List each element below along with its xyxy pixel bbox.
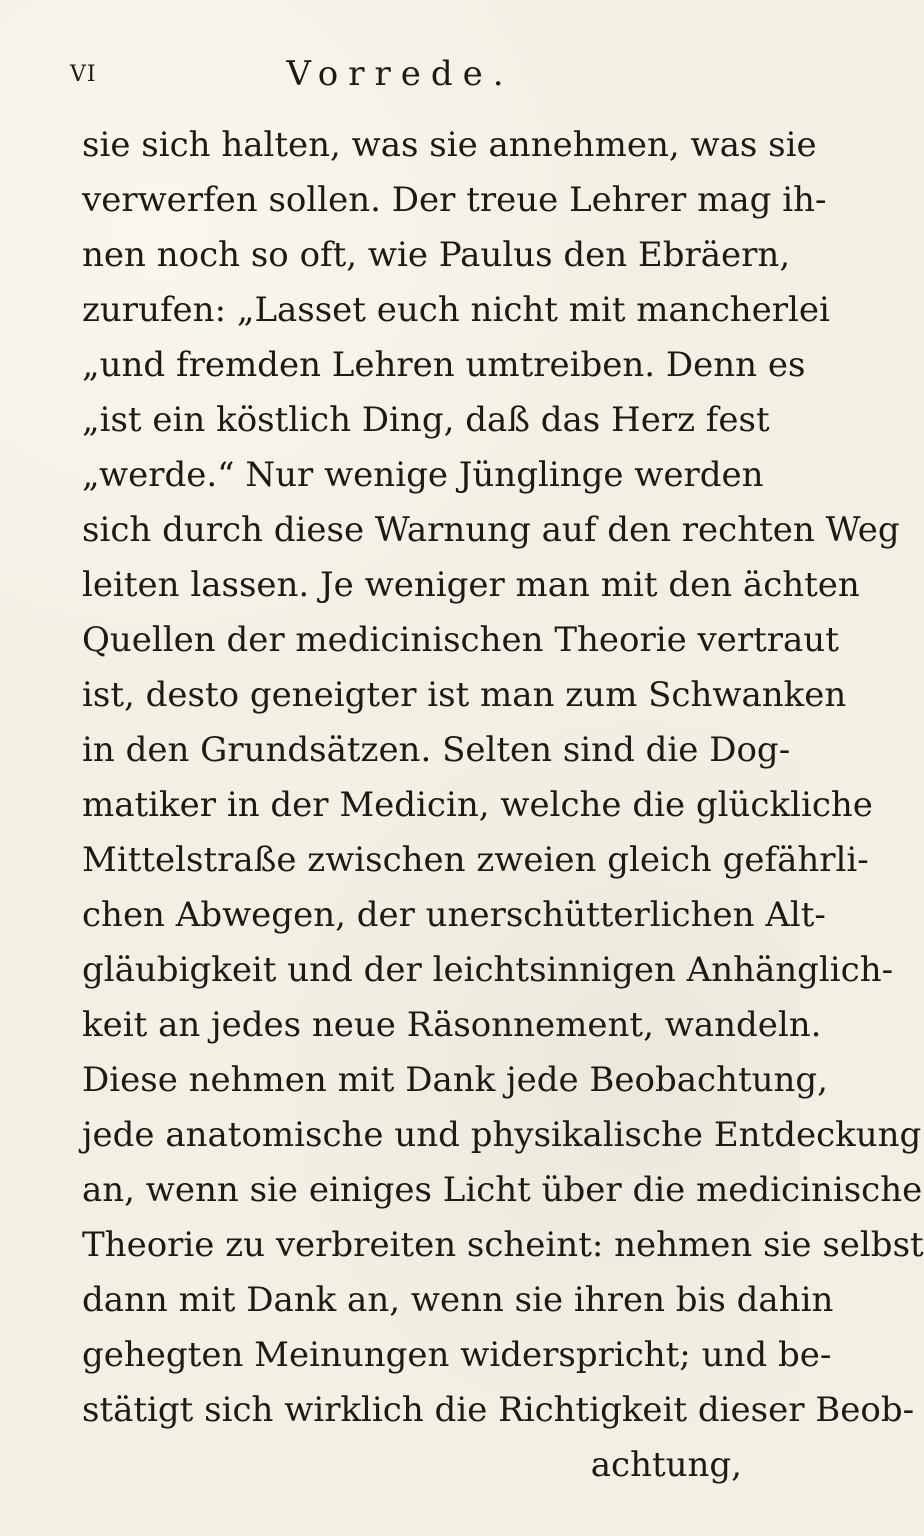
body-text	[82, 118, 924, 1493]
text-line: ist, desto geneigter ist man zum Schwanken	[82, 675, 847, 715]
text-line: nen noch so oft, wie Paulus den Ebräern,	[82, 235, 791, 275]
text-line: chen Abwegen, der unerschütterlichen Alt-	[82, 895, 826, 935]
page-number: VI	[70, 62, 97, 87]
text-line: „ist ein köstlich Ding, daß das Herz fest	[82, 400, 770, 440]
page-header	[70, 54, 730, 94]
text-line: leiten lassen. Je weniger man mit den ächten	[82, 565, 860, 605]
text-line: keit an jedes neue Räsonnement, wandeln.	[82, 1005, 822, 1045]
text-line: in den Grundsätzen. Selten sind die Dog-	[82, 730, 791, 770]
text-line: „und fremden Lehren umtreiben. Denn es	[82, 345, 806, 385]
text-line: Quellen der medicinischen Theorie vertraut	[82, 620, 839, 660]
text-line: „werde.“ Nur wenige Jünglinge werden	[82, 455, 764, 495]
text-line: stätigt sich wirklich die Richtigkeit dieser Beob-	[82, 1390, 915, 1430]
text-line: sich durch diese Warnung auf den rechten Weg	[82, 510, 900, 550]
text-line: gehegten Meinungen widerspricht; und be-	[82, 1335, 832, 1375]
text-line: gläubigkeit und der leichtsinnigen Anhänglich-	[82, 950, 894, 990]
text-line: zurufen: „Lasset euch nicht mit mancherlei	[82, 290, 830, 330]
text-line: dann mit Dank an, wenn sie ihren bis dahin	[82, 1280, 834, 1320]
text-line: an, wenn sie einiges Licht über die medicinische	[82, 1170, 923, 1210]
catchword: achtung,	[590, 1445, 742, 1485]
text-line: jede anatomische und physikalische Entdeckung	[82, 1115, 922, 1155]
text-line: verwerfen sollen. Der treue Lehrer mag ih-	[82, 180, 827, 220]
text-line: Diese nehmen mit Dank jede Beobachtung,	[82, 1060, 828, 1100]
text-line: Mittelstraße zwischen zweien gleich gefährli-	[82, 840, 869, 880]
text-line: matiker in der Medicin, welche die glückliche	[82, 785, 873, 825]
text-line: Theorie zu verbreiten scheint: nehmen sie selbst	[82, 1225, 924, 1265]
running-title: Vorrede.	[286, 54, 514, 94]
text-line: sie sich halten, was sie annehmen, was sie	[82, 125, 817, 165]
